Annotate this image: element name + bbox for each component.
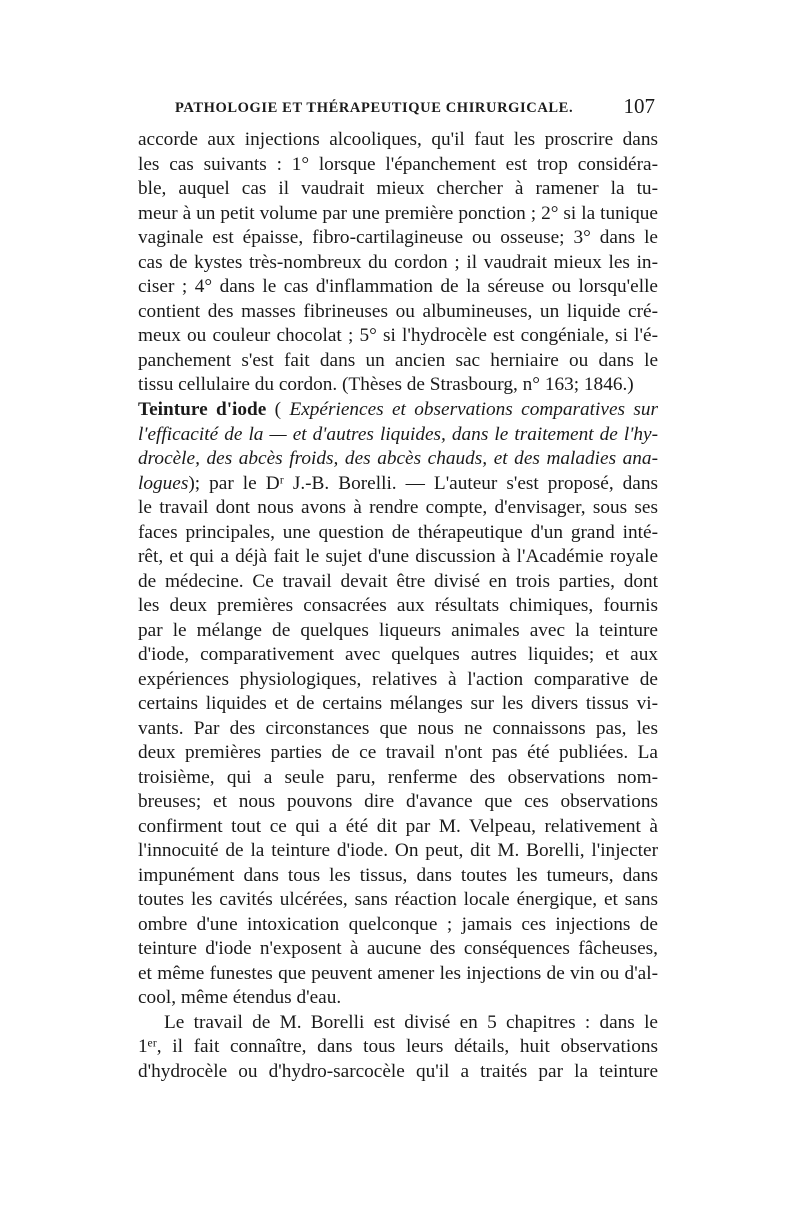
text-line: meur à un petit volume par une première ponction ; 2° si la tunique [138, 202, 658, 224]
running-title: PATHOLOGIE ET THÉRAPEUTIQUE CHIRURGICALE. [175, 100, 574, 116]
text-line: les cas suivants : 1° lorsque l'épanchement est trop considéra- [138, 153, 658, 175]
text-line: accorde aux injections alcooliques, qu'il faut les proscrire dans [138, 129, 658, 150]
text-line: vaginale est épaisse, fibro-cartilagineuse ou osseuse; 3° dans le [138, 227, 658, 248]
work-title-italic: logues [138, 472, 189, 494]
text-line: confirment tout ce qui a été dit par M. Velpeau, relativement à [138, 815, 658, 837]
page-number: 107 [623, 94, 655, 118]
text-line: ble, auquel cas il vaudrait mieux chercher à ramener la tu- [138, 178, 658, 199]
work-title-italic: Expériences et observations comparatives sur [289, 399, 659, 420]
text-line: troisième, qui a seule paru, renferme des observations nom- [138, 766, 658, 788]
text-line: l'innocuité de la teinture d'iode. On peut, dit M. Borelli, l'injecter [138, 840, 658, 861]
text-line [138, 472, 658, 497]
text-line: ombre d'une intoxication quelconque ; jamais ces injections de [138, 913, 658, 935]
text-line: impunément dans tous les tissus, dans toutes les tumeurs, dans [138, 864, 658, 886]
text-line: breuses; et nous pouvons dire d'avance que ces observations [138, 791, 658, 812]
paragraph-teinture-iode [138, 398, 658, 1084]
text-line: de médecine. Ce travail devait être divisé en trois parties, dont [138, 570, 658, 592]
text-line: d'hydrocèle ou d'hydro-sarcocèle qu'il a traités par la teinture [138, 1060, 658, 1082]
text-line: rêt, et qui a déjà fait le sujet d'une discussion à l'Académie royale [138, 546, 658, 567]
text-line: vants. Par des circonstances que nous ne connaissons pas, les [138, 717, 658, 739]
heading-open-paren: ( [266, 399, 290, 420]
text-line: et même funestes que peuvent amener les injections de vin ou d'al- [138, 962, 658, 984]
paragraph-injections-alcooliques [138, 128, 658, 398]
text-line: teinture d'iode n'exposent à aucune des conséquences fâcheuses, [138, 938, 658, 959]
text-line: le travail dont nous avons à rendre compte, d'envisager, sous ses [138, 497, 658, 518]
text-line: l'efficacité de la — et d'autres liquides, dans le traitement de l'hy- [138, 423, 658, 445]
text-line: Le travail de M. Borelli est divisé en 5 chapitres : dans le [164, 1011, 658, 1033]
text-line: tissu cellulaire du cordon. (Thèses de Strasbourg, n° 163; 1846.) [138, 374, 634, 395]
text-line: par le mélange de quelques liqueurs animales avec la teinture [138, 619, 658, 641]
text-line: contient des masses fibrineuses ou albumineuses, un liquide cré- [138, 300, 658, 322]
text-line: deux premières parties de ce travail n'ont pas été publiées. La [138, 742, 658, 763]
section-heading: Teinture d'iode [138, 399, 267, 420]
page-header [175, 94, 655, 124]
text-line: panchement s'est fait dans un ancien sac herniaire ou dans le [138, 349, 658, 371]
text-line: expériences physiologiques, relatives à l'action comparative de [138, 668, 658, 690]
text-line: meux ou couleur chocolat ; 5° si l'hydrocèle est congéniale, si l'é- [138, 325, 658, 346]
text-line: toutes les cavités ulcérées, sans réaction locale énergique, et sans [138, 889, 658, 910]
author-citation: ); par le Dʳ J.-B. Borelli. — L'auteur s'est proposé, dans [188, 472, 658, 494]
text-line: les deux premières consacrées aux résultats chimiques, fournis [138, 595, 658, 616]
text-line: faces principales, une question de thérapeutique d'un grand inté- [138, 521, 658, 543]
text-line: cas de kystes très-nombreux du cordon ; il vaudrait mieux les in- [138, 251, 658, 273]
text-line: cool, même étendus d'eau. [138, 987, 342, 1008]
text-line: ciser ; 4° dans le cas d'inflammation de la séreuse ou lorsqu'elle [138, 276, 658, 297]
text-line: drocèle, des abcès froids, des abcès chauds, et des maladies ana- [138, 448, 658, 469]
text-line [138, 398, 658, 423]
text-line: 1ᵉʳ, il fait connaître, dans tous leurs détails, huit observations [138, 1036, 658, 1057]
text-line: certains liquides et de certains mélanges sur les divers tissus vi- [138, 693, 658, 714]
text-line: d'iode, comparativement avec quelques autres liquides; et aux [138, 644, 658, 665]
